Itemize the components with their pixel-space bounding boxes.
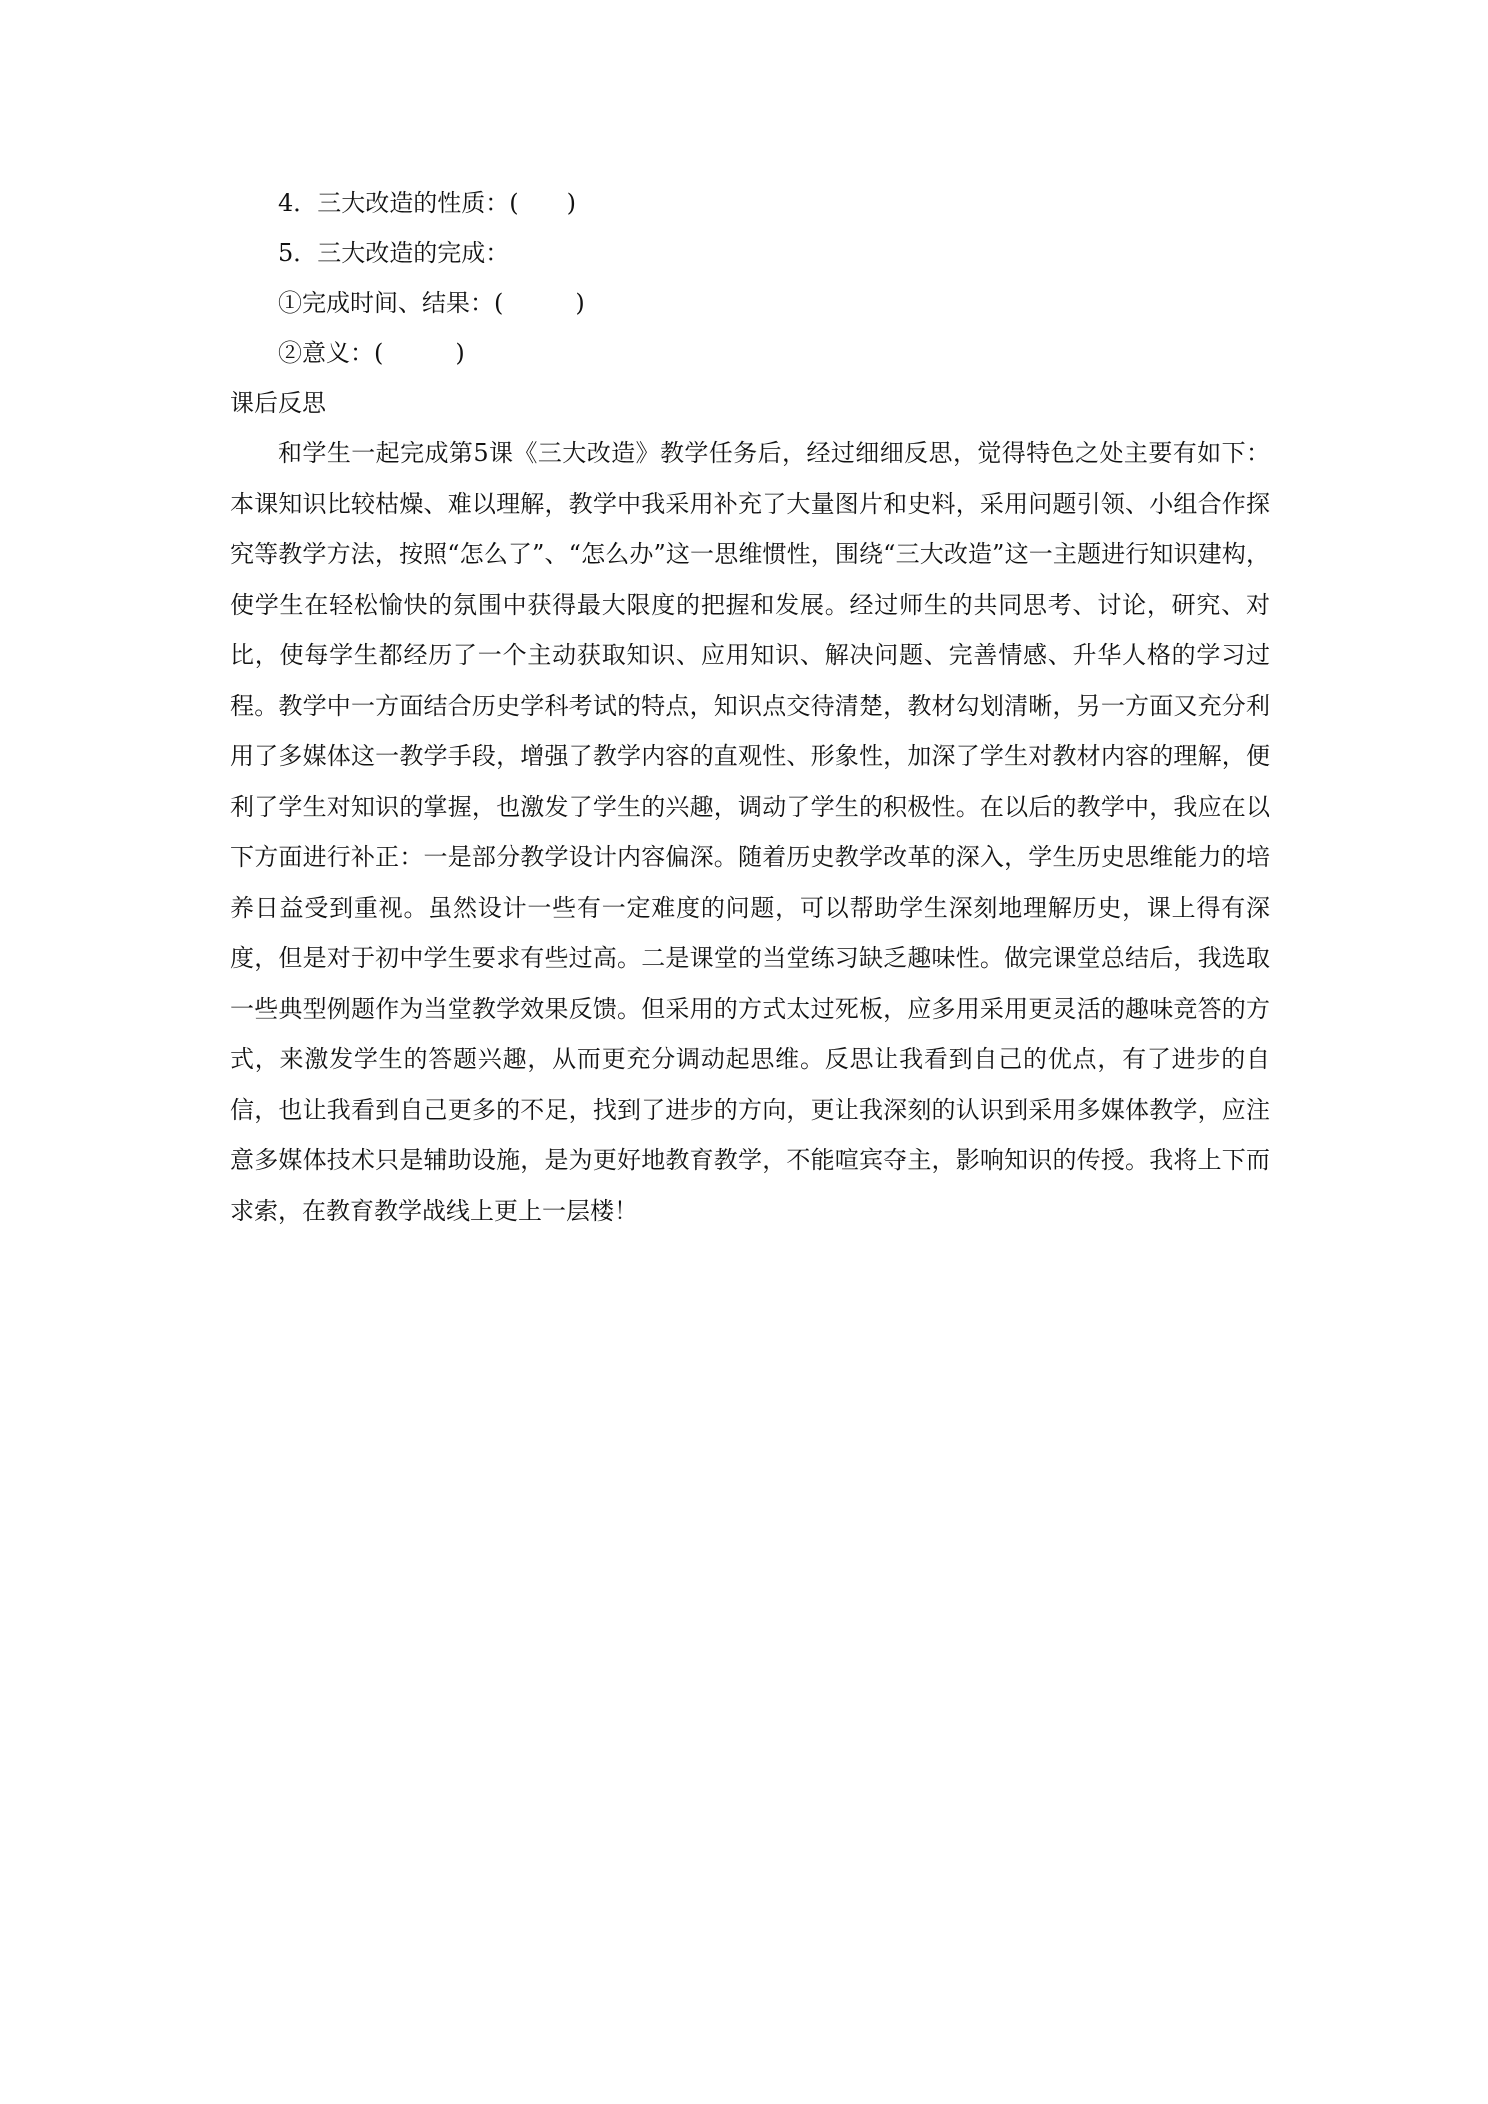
section-heading: 课后反思: [230, 389, 326, 417]
document-body: [230, 178, 1270, 1236]
reflection-paragraph: 和学生一起完成第5课《三大改造》教学任务后，经过细细反思，觉得特色之处主要有如下：本课知识比较枯燥、难以理解，教学中我采用补充了大量图片和史料，采用问题引领、小组合作探究等教学方法，按照“怎么了”、“怎么办”这一思维惯性，围绕“三大改造”这一主题进行知识建构，使学生在轻松愉快的氛围中获得最大限度的把握和发展。经过师生的共同思考、讨论，研究、对比，使每学生都经历了一个主动获取知识、应用知识、解决问题、完善情感、升华人格的学习过程。教学中一方面结合历史学科考试的特点，知识点交待清楚，教材勾划清晰，另一方面又充分利用了多媒体这一教学手段，增强了教学内容的直观性、形象性，加深了学生对教材内容的理解，便利了学生对知识的掌握，也激发了学生的兴趣，调动了学生的积极性。在以后的教学中，我应在以下方面进行补正：一是部分教学设计内容偏深。随着历史教学改革的深入，学生历史思维能力的培养日益受到重视。虽然设计一些有一定难度的问题，可以帮助学生深刻地理解历史，课上得有深度，但是对于初中学生要求有些过高。二是课堂的当堂练习缺乏趣味性。做完课堂总结后，我选取一些典型例题作为当堂教学效果反馈。但采用的方式太过死板，应多用采用更灵活的趣味竞答的方式，来激发学生的答题兴趣，从而更充分调动起思维。反思让我看到自己的优点，有了进步的自信，也让我看到自己更多的不足，找到了进步的方向，更让我深刻的认识到采用多媒体教学，应注意多媒体技术只是辅助设施，是为更好地教育教学，不能喧宾夺主，影响知识的传授。我将上下而求索，在教育教学战线上更上一层楼！: [230, 439, 1270, 1225]
list-item: 4．三大改造的性质：( ): [278, 189, 576, 217]
list-item: ①完成时间、结果：( ): [278, 289, 585, 317]
list-item: ②意义：( ): [278, 339, 465, 367]
list-item: 5．三大改造的完成：: [278, 239, 510, 267]
